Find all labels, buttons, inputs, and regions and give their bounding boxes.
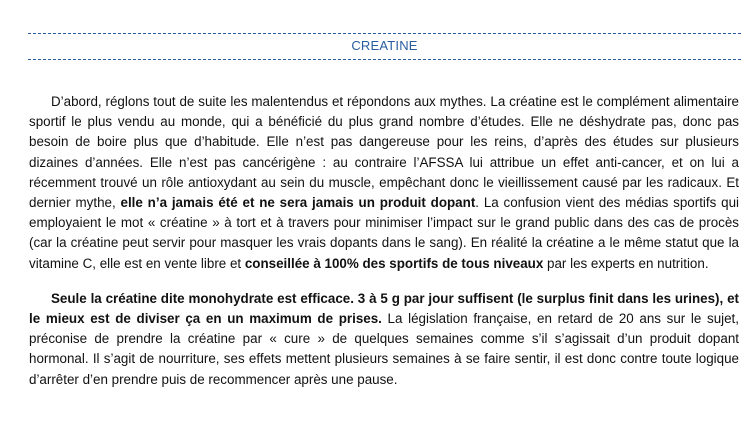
article-body — [29, 92, 739, 390]
section-title: CREATINE — [351, 38, 418, 53]
header-bottom-rule — [28, 59, 741, 60]
paragraph-text: La législation française, en retard de 20 ans sur le sujet, préconise de prendre la créatine par « cure » de quelques semaines comme s’il s’agissait d’un produit dopant hormonal. Il s’agit de nourriture, ses effets mettent plusieurs semaines à se faire sentir, il est donc contre toute logique d’arrêter d’en prendre puis de recommencer après une pause. — [29, 311, 740, 387]
bold-text: Seule la créatine dite monohydrate est efficace. 3 à 5 g par jour suffisent (le surplus finit dans les urines), et le mieux est de diviser ça en un maximum de prises. — [29, 290, 739, 327]
section-header — [28, 33, 741, 59]
paragraph-text: par les experts en nutrition. — [543, 255, 709, 271]
paragraph-text: D’abord, réglons tout de suite les malentendus et répondons aux mythes. La créatine est le complément alimentaire sportif le plus vendu au monde, qui a bénéficié du plus grand nombre d’études. Elle ne déshydrate pas, donc pas besoin de boire plus que d’habitude. Elle n’est pas dangereuse pour les reins, d’après des études sur plusieurs dizaines d’années. Elle n’est pas cancérigène : au contraire l’AFSSA lui attribue un effet anti-cancer, et on lui a récemment trouvé un rôle antioxydant au sein du muscle, empêchant donc le vieillissement causé par les radicaux. Et dernier mythe, — [29, 94, 739, 211]
bold-text: elle n’a jamais été et ne sera jamais un produit dopant — [120, 195, 476, 211]
paragraph-myths — [29, 92, 739, 274]
paragraph-text: . La confusion vient des médias sportifs qui employaient le mot « créatine » à tort et à travers pour minimiser l’impact sur le grand public dans des cas de procès (car la créatine peut servir pour masquer les vrais dopants dans le sang). En réalité la créatine a le même statut que la vitamine C, elle est en vente libre et — [29, 195, 740, 271]
header-top-rule — [28, 33, 741, 34]
bold-text: conseillée à 100% des sportifs de tous niveaux — [244, 255, 544, 271]
paragraph-dosage — [29, 289, 739, 390]
